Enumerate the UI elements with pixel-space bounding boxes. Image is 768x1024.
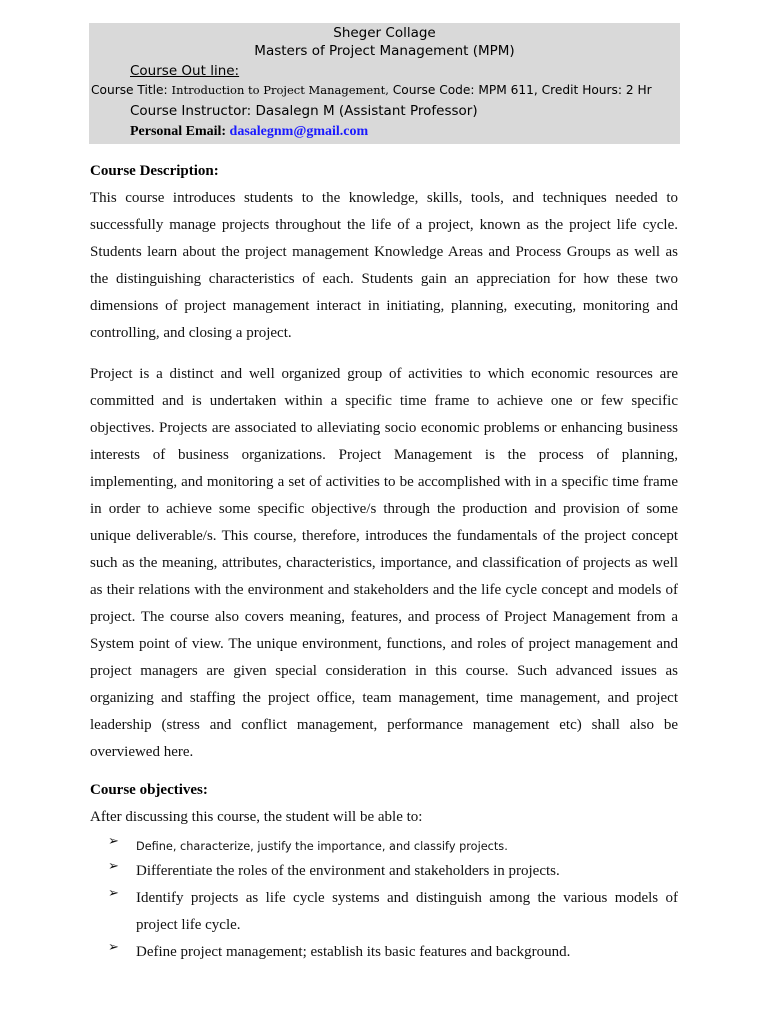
objective-text: Differentiate the roles of the environment and stakeholders in projects. — [136, 863, 560, 879]
course-title-label: Course Title: — [91, 83, 168, 97]
description-para-2-container — [90, 361, 678, 766]
email-link[interactable]: dasalegnm@gmail.com — [229, 124, 369, 139]
objectives-heading: Course objectives: — [90, 782, 208, 798]
bullet-arrow-icon: ➢ — [108, 858, 119, 873]
course-outline-label: Course Out line: — [130, 63, 240, 79]
course-code-credit: Course Code: MPM 611, Credit Hours: 2 Hr — [392, 83, 652, 97]
description-heading: Course Description: — [90, 163, 219, 179]
college-name: Sheger Collage — [333, 25, 436, 41]
objectives-intro-container — [90, 804, 678, 831]
bullet-arrow-icon: ➢ — [108, 833, 119, 848]
objective-text: Define project management; establish its basic features and background. — [136, 944, 571, 960]
objectives-intro: After discussing this course, the student will be able to: — [90, 809, 423, 825]
description-paragraph-1: This course introduces students to the knowledge, skills, tools, and techniques needed to successfully manage projects throughout the life of a project, known as the project life cycle. Students learn about the project management Knowledge Areas and Process Groups as well as the distinguishing characteristics of each. Students gain an appreciation for how these two dimensions of project management interact in initiating, planning, executing, monitoring and controlling, and closing a project. — [90, 190, 678, 341]
objective-text: Identify projects as life cycle systems and distinguish among the various models of project life cycle. — [136, 890, 678, 933]
bullet-arrow-icon: ➢ — [108, 939, 119, 954]
course-info-line — [91, 83, 652, 97]
email-line — [130, 124, 368, 140]
course-header — [89, 23, 680, 144]
description-para-1-container — [90, 185, 678, 347]
bullet-arrow-icon: ➢ — [108, 885, 119, 900]
objective-text: Define, characterize, justify the importance, and classify projects. — [136, 840, 508, 853]
course-title-value: Introduction to Project Management, — [171, 83, 389, 97]
description-paragraph-2: Project is a distinct and well organized group of activities to which economic resources are committed and is undertaken within a specific time frame to achieve one or few specific objectives. Projects are associated to alleviating socio economic problems or enhancing business interests of business organizations. Project Management is the process of planning, implementing, and monitoring a set of activities to be accomplished with in a specific time frame in order to achieve some specific objective/s through the production and provision of some unique deliverable/s. This course, therefore, introduces the fundamentals of the project concept such as the meaning, attributes, characteristics, importance, and classification of projects as well as their relations with the environment and stakeholders and the life cycle concept and models of project. The course also covers meaning, features, and process of Project Management from a System point of view. The unique environment, functions, and roles of project management and project managers are given special consideration in this course. Such advanced issues as organizing and staffing the project office, team management, time management, and project leadership (stress and conflict management, performance management etc) shall also be overviewed here. — [90, 366, 678, 760]
program-name: Masters of Project Management (MPM) — [254, 43, 515, 59]
course-instructor: Course Instructor: Dasalegn M (Assistant Professor) — [130, 103, 478, 119]
email-label: Personal Email: — [130, 124, 227, 139]
